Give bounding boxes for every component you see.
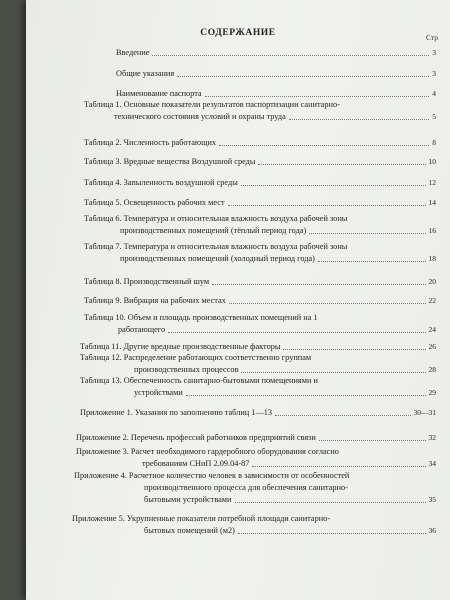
- entry-title-line: Таблица 3. Вредные вещества Воздушной среды: [84, 157, 256, 166]
- dot-leader: [309, 232, 425, 234]
- entry-title-line: Приложение 1. Указания по заполнению таблиц 1—13: [80, 408, 273, 417]
- contents-entry: [84, 156, 436, 168]
- dot-leader: [177, 75, 429, 77]
- dot-leader: [318, 260, 426, 262]
- entry-title-line: Приложение 3. Расчет необходимого гардеробного оборудования согласно: [76, 447, 339, 456]
- entry-title-line: Приложение 2. Перечень профессий работников предприятий связи: [76, 433, 316, 442]
- dot-leader: [275, 414, 410, 416]
- contents-entry: [80, 407, 436, 419]
- contents-entry: [84, 295, 436, 307]
- entry-page-number: 24: [428, 325, 436, 334]
- contents-entry: [84, 99, 436, 123]
- dot-leader: [212, 283, 425, 285]
- contents-entry: [84, 213, 436, 237]
- entry-title-line: Введение: [116, 48, 150, 57]
- entry-page-number: 4: [432, 89, 436, 98]
- entry-page-number: 5: [432, 112, 436, 121]
- contents-entry: [84, 137, 436, 149]
- entry-title-line: производственных помещений (тёплый период года): [120, 226, 307, 235]
- contents-entry: [76, 432, 436, 444]
- dot-leader: [229, 302, 426, 304]
- entry-page-number: 8: [432, 138, 436, 147]
- entry-title-line: работающего: [118, 325, 166, 334]
- contents-entry: [76, 446, 436, 470]
- entry-page-number: 30—31: [413, 408, 436, 417]
- dot-leader: [283, 348, 425, 350]
- dot-leader: [205, 95, 430, 97]
- entry-title-line: бытовыми устройствами: [144, 495, 232, 504]
- entry-title-line: Таблица 9. Вибрация на рабочих местах: [84, 296, 226, 305]
- contents-entry: [116, 68, 436, 80]
- entry-title-line: Таблица 4. Запыленность воздушной среды: [84, 178, 238, 187]
- contents-entry: [84, 276, 436, 288]
- entry-page-number: 3: [432, 48, 436, 57]
- dot-leader: [258, 163, 425, 165]
- entry-page-number: 10: [428, 157, 436, 166]
- entry-page-number: 29: [428, 388, 436, 397]
- entry-title-line: Таблица 11. Другие вредные производственные факторы: [80, 342, 281, 351]
- dot-leader: [168, 331, 425, 333]
- entry-page-number: 35: [428, 495, 436, 504]
- contents-title: СОДЕРЖАНИЕ: [200, 28, 276, 38]
- dot-leader: [241, 371, 425, 373]
- contents-entry: [80, 375, 436, 399]
- entry-title-line: производственного процесса для обеспечения санитарно-: [144, 483, 348, 492]
- entry-page-number: 12: [428, 178, 436, 187]
- entry-page-number: 26: [428, 342, 436, 351]
- contents-entry: [84, 312, 436, 336]
- entry-title-line: бытовых помещений (м2): [144, 526, 235, 535]
- dot-leader: [186, 394, 426, 396]
- document-page: [26, 0, 450, 600]
- dot-leader: [241, 184, 426, 186]
- entry-title-line: Таблица 1. Основные показатели результатов паспортизации санитарно-: [84, 100, 340, 109]
- dot-leader: [152, 54, 429, 56]
- entry-title-line: Общие указания: [116, 69, 175, 78]
- contents-entry: [84, 241, 436, 265]
- dot-leader: [319, 439, 426, 441]
- entry-page-number: 22: [428, 296, 436, 305]
- dot-leader: [238, 532, 426, 534]
- entry-page-number: 34: [428, 459, 436, 468]
- entry-title-line: производственных помещений (холодный период года): [120, 254, 315, 263]
- contents-entry: [80, 352, 436, 376]
- entry-page-number: 3: [432, 69, 436, 78]
- entry-title-line: Наименование паспорта: [116, 89, 202, 98]
- entry-title-line: производственных процессов: [134, 365, 239, 374]
- dot-leader: [252, 465, 425, 467]
- contents-entry: [84, 177, 436, 189]
- entry-page-number: 14: [428, 198, 436, 207]
- entry-title-line: устройствами: [134, 388, 183, 397]
- dot-leader: [235, 501, 426, 503]
- contents-entry: [84, 197, 436, 209]
- entry-page-number: 28: [428, 365, 436, 374]
- entry-title-line: Таблица 6. Температура и относительная влажность воздуха рабочей зоны: [84, 214, 348, 223]
- entry-page-number: 18: [428, 254, 436, 263]
- dot-leader: [219, 144, 429, 146]
- dot-leader: [289, 118, 429, 120]
- entry-page-number: 16: [428, 226, 436, 235]
- contents-entry: [74, 470, 436, 506]
- contents-entry: [116, 47, 436, 59]
- page-column-label: Стр: [425, 33, 438, 42]
- contents-entry: [72, 513, 436, 537]
- entry-title-line: Таблица 12. Распределение работающих соответственно группам: [80, 353, 312, 362]
- entry-title-line: Таблица 10. Объем и площадь производственных помещений на 1: [84, 313, 318, 322]
- entry-title-line: требованиям СНиП 2.09.04-87: [142, 459, 250, 468]
- entry-page-number: 36: [428, 526, 436, 535]
- entry-page-number: 32: [428, 433, 436, 442]
- entry-title-line: Таблица 2. Численность работающих: [84, 138, 217, 147]
- entry-title-line: Таблица 5. Освещенность рабочих мест: [84, 198, 225, 207]
- entry-title-line: технического состояния условий и охраны труда: [114, 112, 286, 121]
- entry-title-line: Приложение 5. Укрупненные показатели потребной площади санитарно-: [72, 514, 331, 523]
- entry-title-line: Таблица 7. Температура и относительная влажность воздуха рабочей зоны: [84, 242, 348, 251]
- dot-leader: [228, 204, 426, 206]
- entry-title-line: Таблица 8. Производственный шум: [84, 277, 210, 286]
- entry-title-line: Таблица 13. Обеспеченность санитарно-бытовыми помещениями и: [80, 376, 318, 385]
- entry-title-line: Приложение 4. Расчетное количество человек в зависимости от особенностей: [74, 471, 350, 480]
- entry-page-number: 20: [428, 277, 436, 286]
